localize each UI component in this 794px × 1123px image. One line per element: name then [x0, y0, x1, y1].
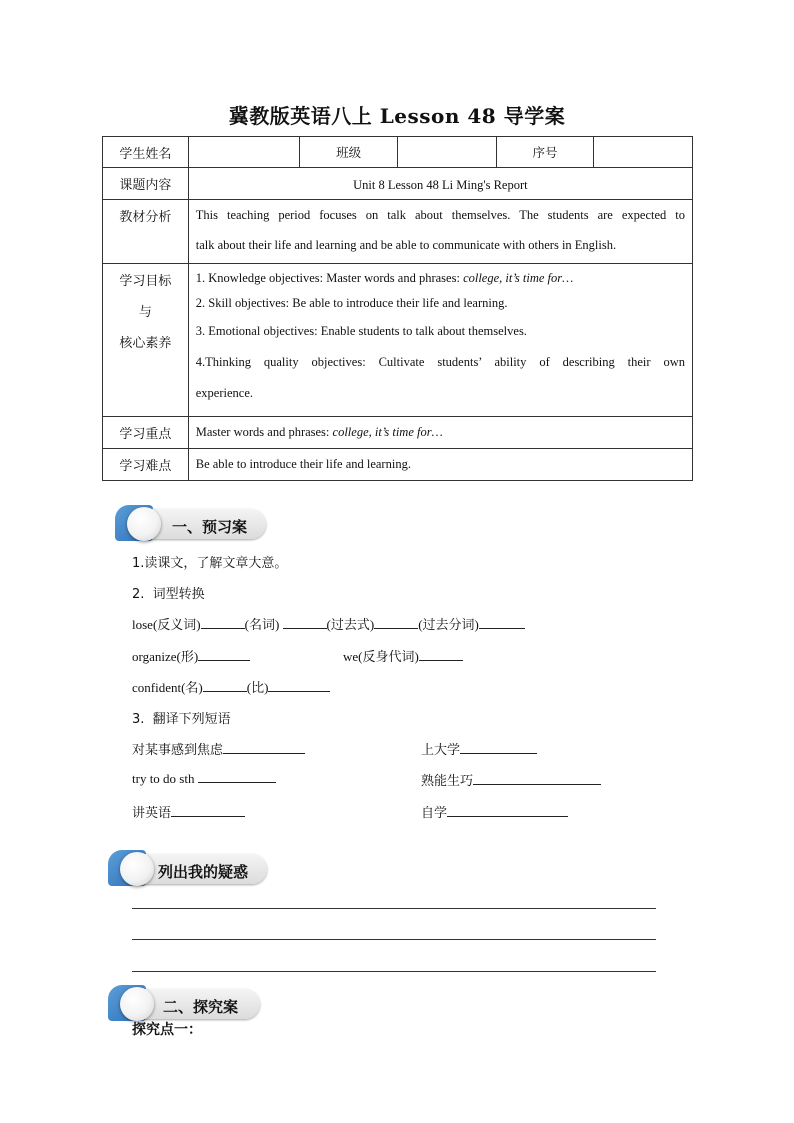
goals-cell	[188, 264, 692, 417]
word-prompt: (过去分词)	[418, 617, 479, 632]
table-row	[103, 264, 693, 417]
word-prompt: (过去式)	[326, 617, 375, 632]
table-row	[103, 449, 693, 481]
key-text: Master words and phrases:	[195, 425, 333, 439]
phrase-prompt: 讲英语	[132, 806, 172, 821]
goal-item	[196, 266, 685, 290]
seat-label: 序号	[496, 137, 594, 168]
word-prompt: organize(形)	[132, 649, 199, 664]
key-label: 学习重点	[103, 417, 189, 449]
student-name-field[interactable]	[188, 137, 300, 168]
phrase-row	[132, 739, 305, 758]
student-name-label: 学生姓名	[103, 137, 189, 168]
writing-line[interactable]	[132, 908, 656, 909]
word-form-row	[132, 677, 330, 696]
difficulty-label: 学习难点	[103, 449, 189, 481]
word-prompt: (比)	[246, 680, 269, 695]
word-prompt: lose(反义词)	[132, 617, 201, 632]
section-header-explore	[108, 985, 263, 1021]
table-row	[103, 137, 693, 168]
section-title: 二、探究案	[163, 998, 239, 1016]
analysis-line: talk about their life and learning and be able to communicate with others in English.	[195, 238, 617, 252]
class-label: 班级	[300, 137, 398, 168]
goals-label	[103, 264, 189, 417]
answer-blank[interactable]	[419, 648, 463, 661]
answer-blank[interactable]	[171, 804, 245, 817]
circle-icon	[120, 987, 154, 1021]
phrase-row	[132, 770, 276, 787]
answer-blank[interactable]	[223, 741, 305, 754]
word-form-row	[132, 646, 250, 665]
section-title: 一、预习案	[172, 518, 248, 536]
writing-line[interactable]	[132, 971, 656, 972]
phrase-prompt: try to do sth	[132, 771, 195, 786]
difficulty-value: Be able to introduce their life and learning.	[188, 449, 692, 481]
info-table	[102, 136, 693, 481]
section-header-preview	[115, 505, 270, 541]
answer-blank[interactable]	[447, 804, 568, 817]
goal-phrase: college, it’s time for…	[463, 271, 574, 285]
analysis-line: This teaching period focuses on talk about themselves. The students are expected to	[195, 208, 685, 222]
answer-blank[interactable]	[473, 772, 601, 785]
word-prompt: we(反身代词)	[343, 649, 419, 664]
explore-point-title: 探究点一：	[132, 1022, 202, 1038]
circle-icon	[127, 507, 161, 541]
section-title: 列出我的疑惑	[158, 863, 249, 881]
answer-blank[interactable]	[198, 770, 276, 783]
phrase-prompt: 上大学	[421, 743, 461, 758]
phrase-row	[421, 739, 537, 758]
key-cell	[188, 417, 692, 449]
answer-blank[interactable]	[203, 679, 247, 692]
topic-value: Unit 8 Lesson 48 Li Ming's Report	[188, 168, 692, 200]
phrase-row	[421, 802, 568, 821]
topic-label: 课题内容	[103, 168, 189, 200]
answer-blank[interactable]	[283, 616, 327, 629]
goal-item: experience.	[195, 386, 254, 400]
analysis-label: 教材分析	[103, 200, 189, 264]
answer-blank[interactable]	[460, 741, 537, 754]
phrase-prompt: 对某事感到焦虑	[132, 743, 224, 758]
answer-blank[interactable]	[198, 648, 250, 661]
goals-label-line: 学习目标	[119, 274, 172, 289]
seat-field[interactable]	[594, 137, 693, 168]
table-row	[103, 417, 693, 449]
key-phrase: college, it’s time for…	[332, 425, 443, 439]
goals-label-line: 核心素养	[119, 336, 172, 351]
circle-icon	[120, 852, 154, 886]
answer-blank[interactable]	[479, 616, 525, 629]
answer-blank[interactable]	[268, 679, 330, 692]
analysis-cell	[188, 200, 692, 264]
section-header-doubts	[108, 850, 268, 886]
writing-line[interactable]	[132, 939, 656, 940]
preview-item-1: 1.读课文，了解文章大意。	[132, 556, 288, 571]
phrase-row	[421, 770, 601, 789]
answer-blank[interactable]	[374, 616, 418, 629]
word-form-row	[343, 646, 463, 665]
page-title: 冀教版英语八上 Lesson 48 导学案	[228, 104, 566, 128]
goal-item: 2. Skill objectives: Be able to introduce their life and learning.	[195, 296, 508, 310]
word-prompt: (名词)	[244, 617, 280, 632]
word-form-row	[132, 614, 525, 633]
phrase-prompt: 熟能生巧	[421, 774, 474, 789]
goal-item: 4.Thinking quality objectives: Cultivate students’ ability of describing their own	[195, 355, 685, 369]
goals-label-line: 与	[138, 305, 152, 320]
class-field[interactable]	[398, 137, 497, 168]
goal-text: 1. Knowledge objectives: Master words and phrases:	[195, 271, 464, 285]
table-row	[103, 200, 693, 264]
phrase-row	[132, 802, 245, 821]
preview-item-3: 3. 翻译下列短语	[132, 712, 231, 727]
table-row	[103, 168, 693, 200]
answer-blank[interactable]	[201, 616, 245, 629]
word-prompt: confident(名)	[132, 680, 203, 695]
phrase-prompt: 自学	[421, 806, 448, 821]
goal-item: 3. Emotional objectives: Enable students to talk about themselves.	[195, 324, 527, 338]
preview-item-2: 2. 词型转换	[132, 587, 205, 602]
